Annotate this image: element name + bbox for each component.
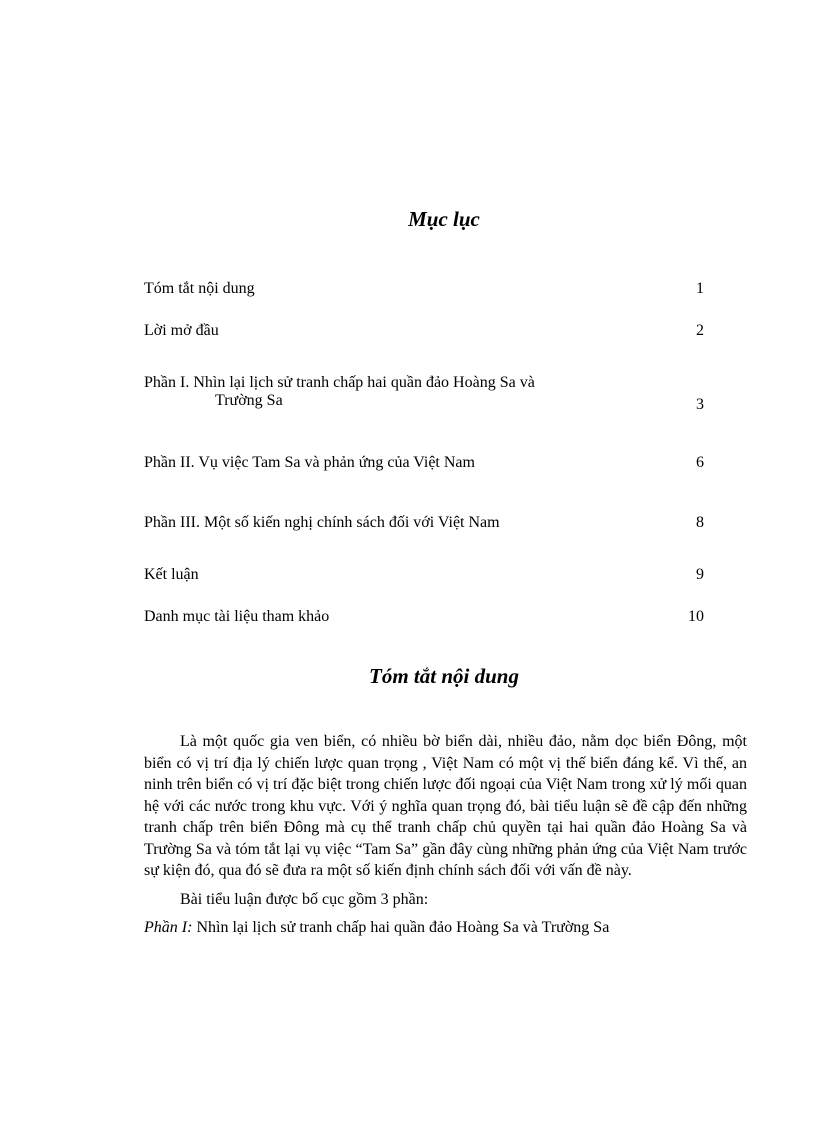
- toc-entry-page: 2: [696, 322, 704, 339]
- toc-entry-text-line1: Phần I. Nhìn lại lịch sử tranh chấp hai quần đảo Hoàng Sa và: [144, 374, 535, 391]
- summary-paragraph: Là một quốc gia ven biển, có nhiều bờ biển dài, nhiều đảo, nằm dọc biển Đông, một biển có vị trí địa lý chiến lược quan trọng , Việt Nam có một vị thế biển đáng kể. Vì thế, an ninh trên biển có vị trí đặc biệt trong chiến lược đối ngoại của Việt Nam trong xử lý mối quan hệ với các nước trong khu vực. Với ý nghĩa quan trọng đó, bài tiểu luận sẽ đề cập đến những tranh chấp trên biển Đông mà cụ thể tranh chấp chủ quyền tại hai quần đảo Hoàng Sa và Trường Sa và tóm tắt lại vụ việc “Tam Sa” gần đây cùng những phản ứng của Việt Nam trước sự kiện đó, qua đó sẽ đưa ra một số kiến định chính sách đối với vấn đề này.: [144, 733, 747, 879]
- summary-title: Tóm tắt nội dung: [369, 664, 519, 688]
- toc-entry-text: Danh mục tài liệu tham khảo: [144, 608, 330, 625]
- toc-entry-page: 1: [696, 280, 704, 297]
- toc-entry-text: Tóm tắt nội dung: [144, 280, 255, 297]
- toc-entry-page: 10: [688, 608, 704, 625]
- part-label: Phần I:: [144, 919, 193, 936]
- summary-paragraph: Bài tiểu luận được bố cục gồm 3 phần:: [180, 890, 429, 908]
- toc-title: Mục lục: [408, 207, 480, 231]
- toc-entry-text: Lời mở đầu: [144, 322, 219, 339]
- toc-entry-page: 9: [696, 566, 704, 583]
- toc-entry-text: [144, 374, 535, 410]
- toc-entry-page: 3: [696, 396, 704, 413]
- summary-part-line: [144, 917, 747, 939]
- toc-entry-page: 8: [696, 514, 704, 531]
- toc-entry-text: Phần II. Vụ việc Tam Sa và phản ứng của Việt Nam: [144, 454, 475, 471]
- toc-entry-text: Phần III. Một số kiến nghị chính sách đối với Việt Nam: [144, 514, 500, 531]
- toc-entry-text-line2: Trường Sa: [215, 392, 283, 409]
- summary-body: [144, 731, 747, 939]
- part-text: Nhìn lại lịch sử tranh chấp hai quần đảo Hoàng Sa và Trường Sa: [192, 919, 610, 936]
- toc-entry-page: 6: [696, 454, 704, 471]
- toc-entry-text: Kết luận: [144, 566, 199, 583]
